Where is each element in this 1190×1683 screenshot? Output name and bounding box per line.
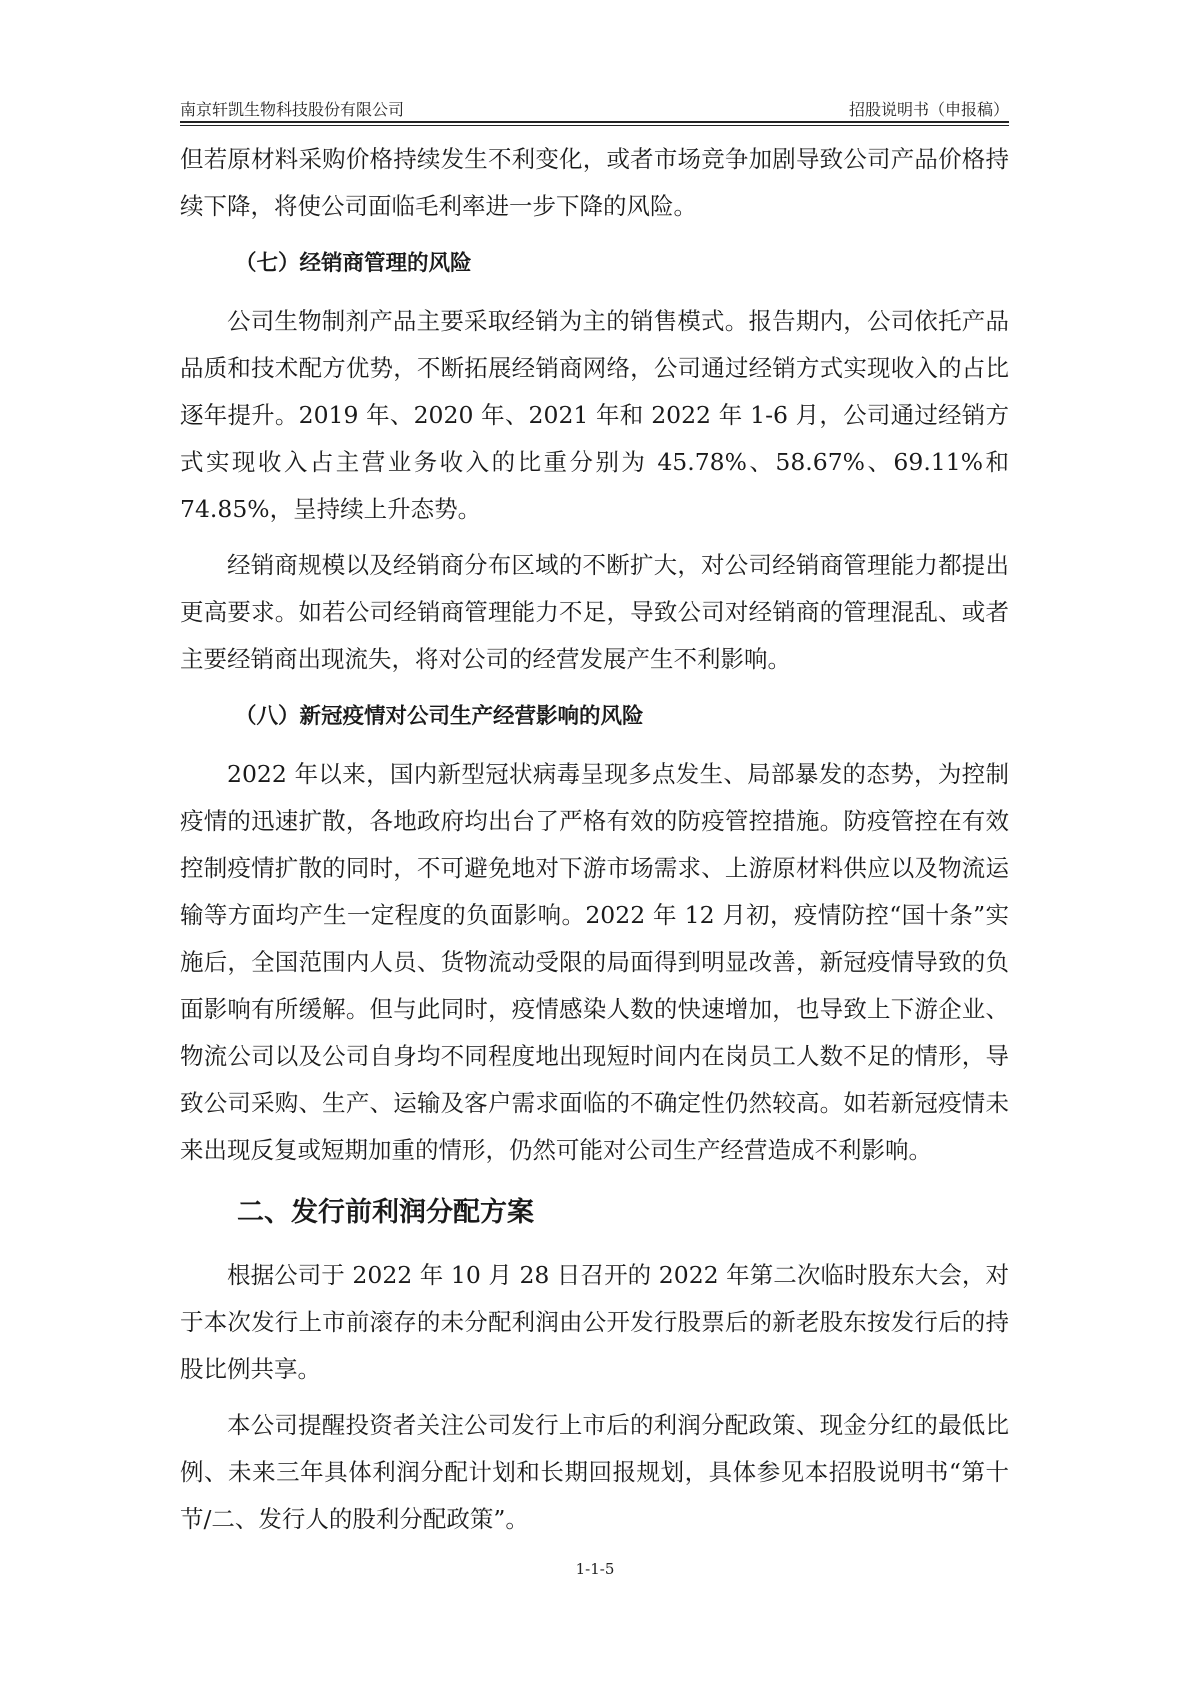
paragraph-2-2: 本公司提醒投资者关注公司发行上市后的利润分配政策、现金分红的最低比例、未来三年具体利润分配计划和长期回报规划，具体参见本招股说明书“第十节/二、发行人的股利分配政策”。: [180, 1411, 1009, 1533]
section-heading-7: （七）经销商管理的风险: [235, 251, 472, 276]
header-document-type: 招股说明书（申报稿）: [848, 100, 1009, 119]
header-rule: [180, 121, 1009, 123]
chapter-heading-2: 二、发行前利润分配方案: [237, 1197, 534, 1228]
paragraph-7-2: 经销商规模以及经销商分布区域的不断扩大，对公司经销商管理能力都提出更高要求。如若公司经销商管理能力不足，导致公司对经销商的管理混乱、或者主要经销商出现流失，将对公司的经营发展产生不利影响。: [180, 551, 1009, 673]
paragraph-7-1: 公司生物制剂产品主要采取经销为主的销售模式。报告期内，公司依托产品品质和技术配方优势，不断拓展经销商网络，公司通过经销方式实现收入的占比逐年提升。2019 年、2020 年、2021 年和 2022 年 1-6 月，公司通过经销方式实现收入占主营业务收入的比重分别为 45.78%、58.67%、69.11%和 74.85%，呈持续上升态势。: [180, 307, 1009, 523]
section-heading-8: （八）新冠疫情对公司生产经营影响的风险: [235, 704, 644, 729]
page-number: 1-1-5: [575, 1560, 615, 1578]
header-rule-thin: [180, 125, 1009, 126]
document-body: [180, 136, 1009, 1543]
header-company-name: 南京轩凯生物科技股份有限公司: [180, 100, 405, 119]
paragraph-continued: 但若原材料采购价格持续发生不利变化，或者市场竞争加剧导致公司产品价格持续下降，将使公司面临毛利率进一步下降的风险。: [180, 145, 1009, 220]
paragraph-2-1: 根据公司于 2022 年 10 月 28 日召开的 2022 年第二次临时股东大会，对于本次发行上市前滚存的未分配利润由公开发行股票后的新老股东按发行后的持股比例共享。: [180, 1261, 1009, 1383]
paragraph-8-1: 2022 年以来，国内新型冠状病毒呈现多点发生、局部暴发的态势，为控制疫情的迅速扩散，各地政府均出台了严格有效的防疫管控措施。防疫管控在有效控制疫情扩散的同时，不可避免地对下游市场需求、上游原材料供应以及物流运输等方面均产生一定程度的负面影响。2022 年 12 月初，疫情防控“国十条”实施后，全国范围内人员、货物流动受限的局面得到明显改善，新冠疫情导致的负面影响有所缓解。但与此同时，疫情感染人数的快速增加，也导致上下游企业、物流公司以及公司自身均不同程度地出现短时间内在岗员工人数不足的情形，导致公司采购、生产、运输及客户需求面临的不确定性仍然较高。如若新冠疫情未来出现反复或短期加重的情形，仍然可能对公司生产经营造成不利影响。: [180, 760, 1009, 1164]
